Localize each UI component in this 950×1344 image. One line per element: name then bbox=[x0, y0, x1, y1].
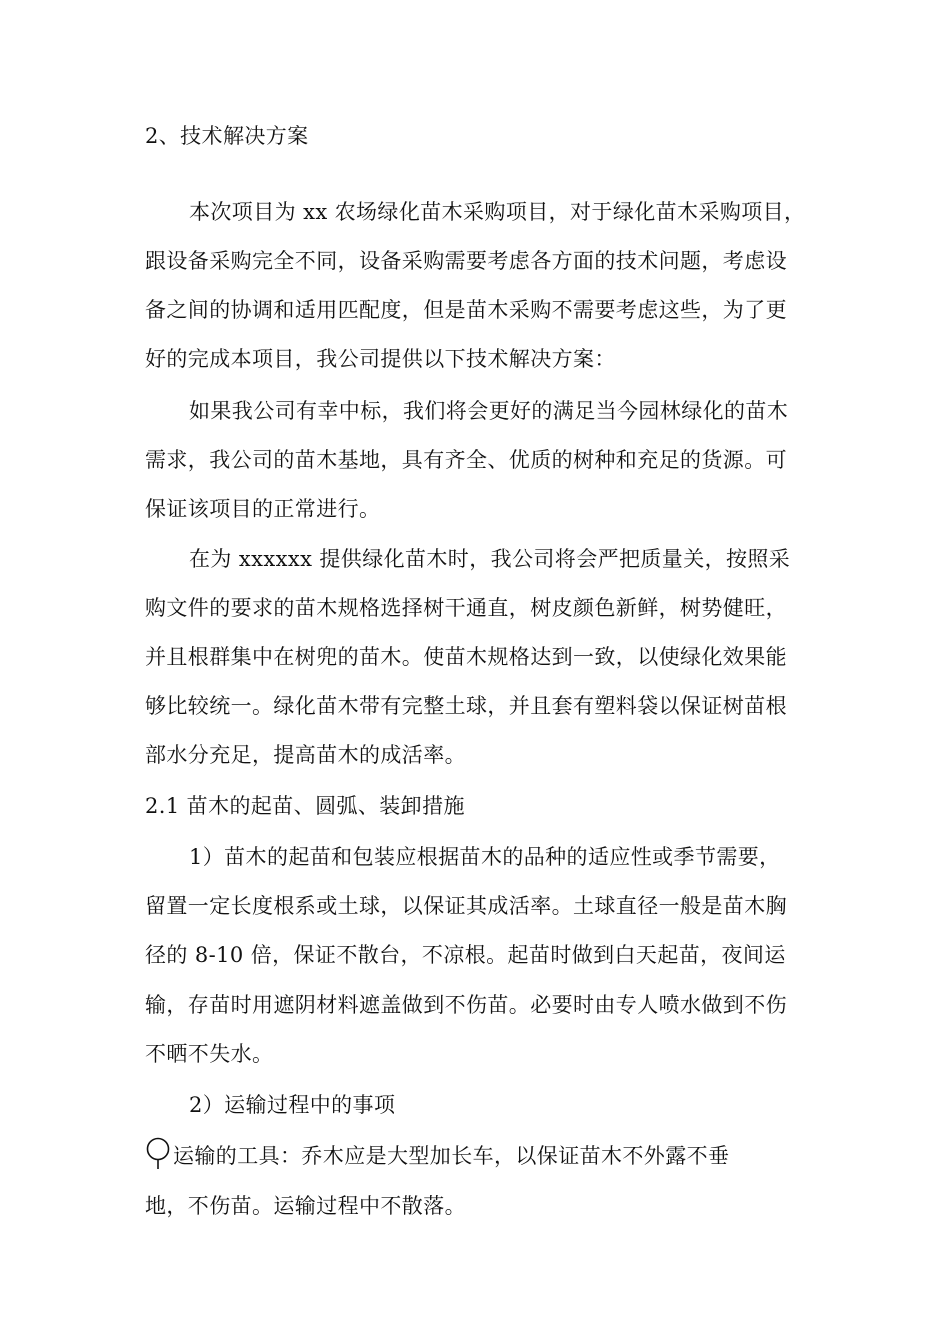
paragraph-line: 跟设备采购完全不同，设备采购需要考虑各方面的技术问题，考虑设 bbox=[145, 249, 787, 273]
paragraph-line: 输，存苗时用遮阴材料遮盖做到不伤苗。必要时由专人喷水做到不伤 bbox=[145, 993, 787, 1017]
section-heading: 2、技术解决方案 bbox=[145, 124, 309, 148]
paragraph-line: 部水分充足，提高苗木的成活率。 bbox=[145, 743, 466, 767]
paragraph-line: 地，不伤苗。运输过程中不散落。 bbox=[145, 1194, 466, 1218]
paragraph-line: 在为 xxxxxx 提供绿化苗木时，我公司将会严把质量关，按照采 bbox=[189, 547, 791, 571]
paragraph-line: 本次项目为 xx 农场绿化苗木采购项目，对于绿化苗木采购项目， bbox=[189, 200, 806, 224]
paragraph-line: 购文件的要求的苗木规格选择树干通直，树皮颜色新鲜，树势健旺， bbox=[145, 596, 787, 620]
paragraph-line: 并且根群集中在树兜的苗木。使苗木规格达到一致，以使绿化效果能 bbox=[145, 645, 787, 669]
tree-bullet-icon bbox=[145, 1137, 171, 1171]
paragraph-line: 1）苗木的起苗和包装应根据苗木的品种的适应性或季节需要， bbox=[189, 845, 781, 869]
paragraph-line: 够比较统一。绿化苗木带有完整土球，并且套有塑料袋以保证树苗根 bbox=[145, 694, 787, 718]
paragraph-line: 如果我公司有幸中标，我们将会更好的满足当今园林绿化的苗木 bbox=[189, 399, 789, 423]
paragraph-line: 好的完成本项目，我公司提供以下技术解决方案： bbox=[145, 347, 616, 371]
paragraph-line: 备之间的协调和适用匹配度，但是苗木采购不需要考虑这些，为了更 bbox=[145, 298, 787, 322]
paragraph-line: 需求，我公司的苗木基地，具有齐全、优质的树种和充足的货源。可 bbox=[145, 448, 787, 472]
paragraph-line: 保证该项目的正常进行。 bbox=[145, 497, 381, 521]
paragraph-line: 2）运输过程中的事项 bbox=[189, 1093, 396, 1117]
paragraph-line: 径的 8-10 倍，保证不散台，不凉根。起苗时做到白天起苗，夜间运 bbox=[145, 943, 786, 967]
bullet-paragraph-line: 运输的工具：乔木应是大型加长车，以保证苗木不外露不垂 bbox=[173, 1144, 730, 1168]
subsection-heading: 2.1 苗木的起苗、圆弧、装卸措施 bbox=[145, 794, 465, 818]
paragraph-line: 留置一定长度根系或土球，以保证其成活率。土球直径一般是苗木胸 bbox=[145, 894, 787, 918]
paragraph-line: 不晒不失水。 bbox=[145, 1042, 274, 1066]
